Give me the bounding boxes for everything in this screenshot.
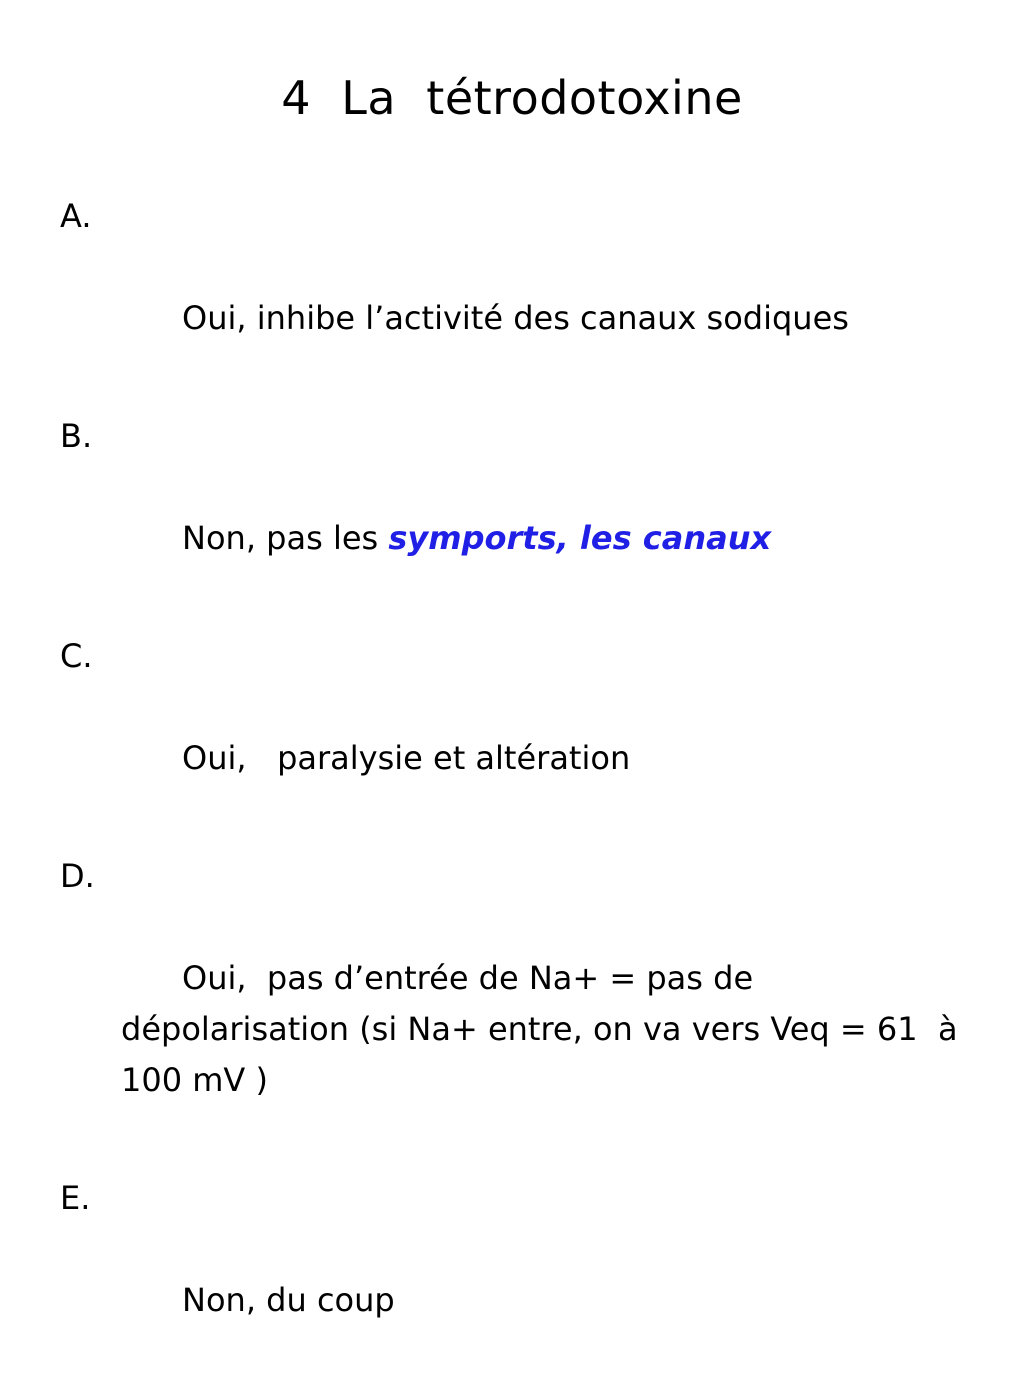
- answer-marker: A.: [60, 197, 92, 235]
- answer-text: Oui, paralysie et altération: [182, 739, 631, 777]
- answer-marker: C.: [60, 637, 93, 675]
- answer-text: Oui, inhibe l’activité des canaux sodiques: [182, 299, 849, 337]
- answer-marker: B.: [60, 417, 93, 455]
- answer-text: Non, du coup: [182, 1281, 395, 1319]
- answer-text: Non, pas les: [182, 519, 389, 557]
- answer-item-a: [60, 191, 960, 395]
- answer-item-d: [60, 851, 968, 1157]
- answer-item-c: [60, 631, 960, 835]
- answer-highlight: symports, les canaux: [388, 519, 772, 557]
- answer-item-b: [60, 411, 960, 615]
- slide-title: 4 La tétrodotoxine: [281, 71, 743, 125]
- answer-text: Oui, pas d’entrée de Na+ = pas de dépolarisation (si Na+ entre, on va vers Veq = 61 à 100 mV ): [121, 959, 968, 1099]
- answer-marker: E.: [60, 1179, 91, 1217]
- answer-item-e: [60, 1173, 960, 1377]
- answer-list: [60, 191, 968, 1393]
- answer-marker: D.: [60, 857, 95, 895]
